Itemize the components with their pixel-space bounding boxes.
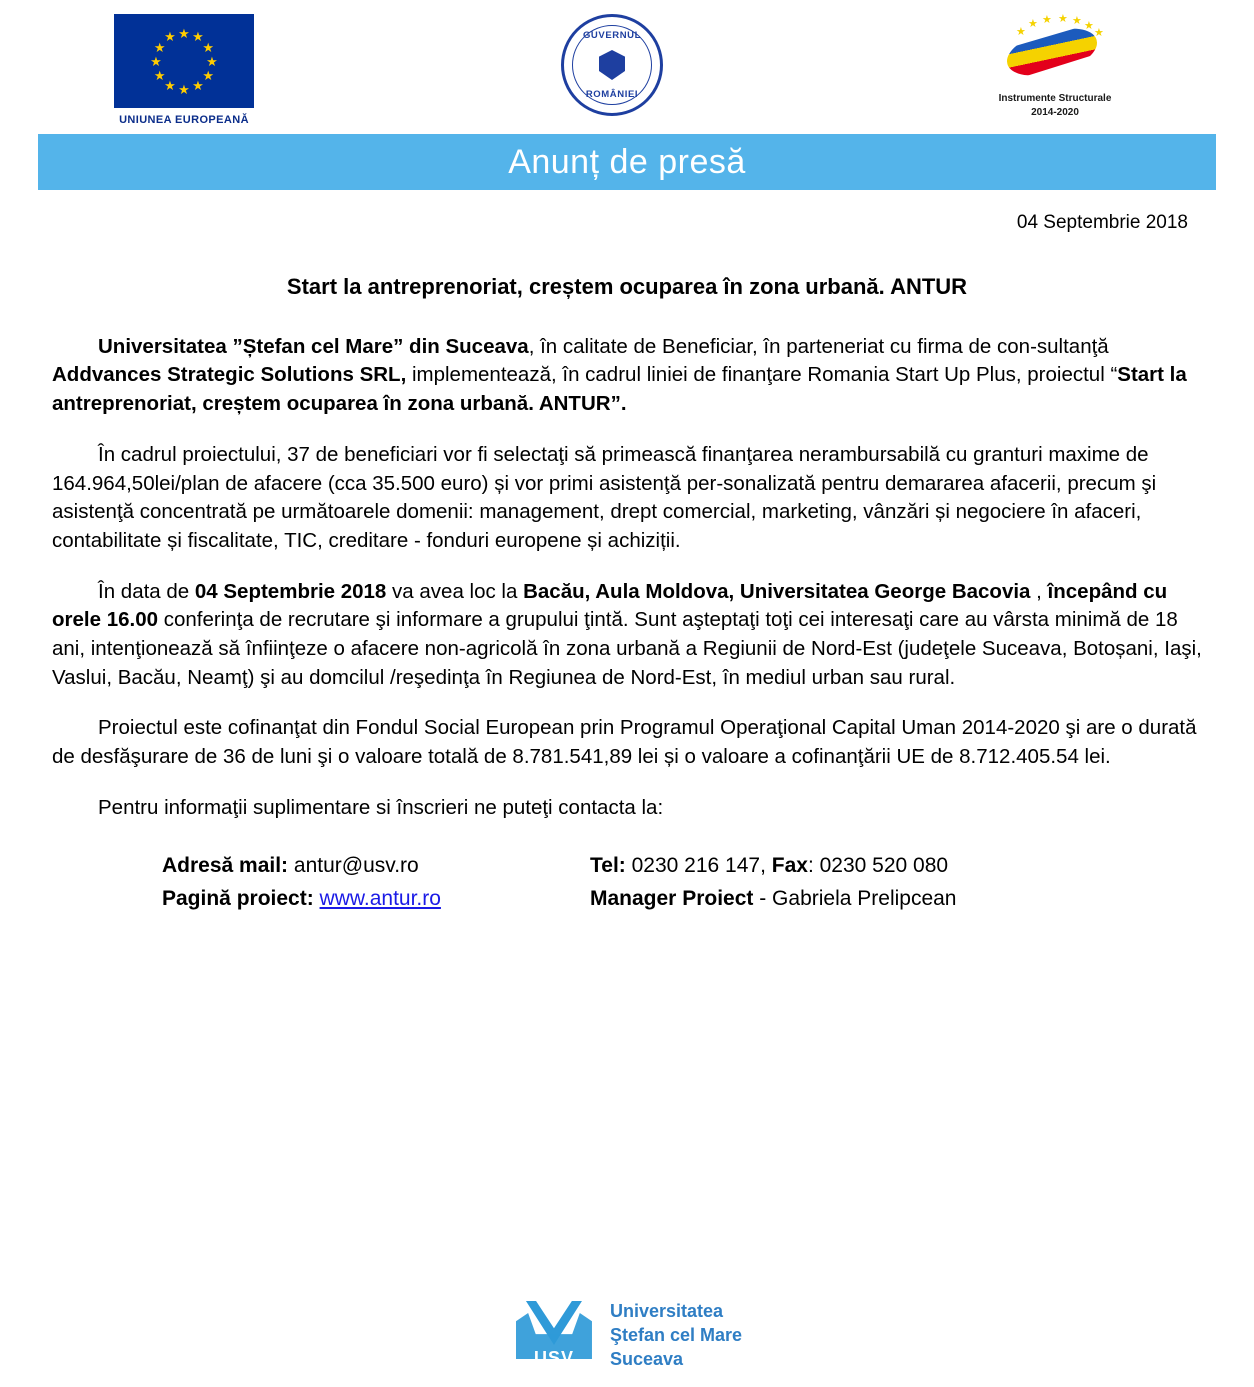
contact-manager-value: - Gabriela Prelipcean [753, 886, 957, 910]
event-date: 04 Septembrie 2018 [194, 579, 387, 603]
paragraph-contact-intro-text: Pentru informaţii suplimentare si înscrieri ne puteţi contacta la: [98, 795, 664, 819]
usv-university-name [610, 1300, 742, 1371]
contact-mail-value[interactable]: antur@usv.ro [293, 854, 419, 878]
banner [38, 134, 1216, 190]
project-website-link[interactable]: www.antur.ro [319, 886, 441, 910]
paragraph-funding [52, 441, 1202, 556]
contact-manager-label: Manager Proiect [590, 886, 754, 910]
contact-manager-row [590, 883, 1202, 916]
banner-title: Anunț de presă [508, 142, 746, 181]
page-title: Start la antreprenoriat, creștem ocuparea în zona urbană. ANTUR [286, 274, 968, 299]
paragraph-intro-text2: implementează, în cadrul liniei de finanţare Romania Start Up Plus, proiectul “ [406, 363, 1118, 387]
paragraph-event [52, 578, 1202, 693]
eu-star-icon: ★ [206, 53, 218, 69]
contact-fax-value: : 0230 520 080 [807, 854, 949, 878]
paragraph-funding-text: În cadrul proiectului, 37 de beneficiari vor fi selectaţi să primească finanţarea nerambursabilă cu granturi maxime de 164.964,50lei/plan de afacere (cca 35.500 euro) și vor primi asistenţă per-sonalizată pentru demararea afacerii, precum şi asistenţă concentrată pe următoarele domenii: management, drept comercial, marketing, vânzări și negociere în afaceri, contabilitate și fiscalitate, TIC, creditare - fonduri europene și achiziții. [52, 442, 1157, 552]
structural-instruments-caption [999, 92, 1112, 119]
structural-instruments-logo [920, 14, 1190, 119]
contact-tel-label: Tel: [590, 854, 626, 878]
eu-logo-caption: UNIUNEA EUROPEANĂ [119, 114, 249, 126]
eu-star-icon: ★ [153, 39, 166, 55]
event-location: Bacău, Aula Moldova, Universitatea George Bacovia [523, 579, 1031, 603]
contact-fax-label: Fax [771, 854, 808, 878]
structural-star-icon: ★ [1042, 14, 1052, 26]
paragraph-event-text4: conferinţa de recrutare şi informare a grupului ţintă. Sunt aşteptaţi toţi cei interesaţi care au vârsta minimă de 18 ani, intenţionează să înfiinţeze o afacere non-agricolă în zona urbană a Regiunii de Nord-Est (judeţele Suceava, Botoșani, Iaşi, Vaslui, Bacău, Neamţ) şi au domcilul /reşedinţa în Regiunea de Nord-Est, în mediul urban sau rural. [52, 608, 1202, 689]
paragraph-cofinancing [52, 714, 1202, 771]
gov-emblem-icon [599, 50, 625, 80]
structural-star-icon: ★ [1028, 18, 1038, 30]
eu-star-icon: ★ [178, 25, 190, 41]
paragraph-intro [52, 333, 1202, 419]
event-time: începând cu orele 16.00 [52, 579, 1168, 632]
contact-column-right [572, 850, 1202, 915]
structural-caption-line2: 2014-2020 [1031, 106, 1079, 118]
eu-star-icon: ★ [150, 53, 162, 69]
contact-phone-row [590, 850, 1202, 883]
structural-star-icon: ★ [1094, 27, 1104, 39]
paragraph-contact-intro [52, 794, 1202, 823]
romania-government-seal-icon [561, 14, 663, 116]
contact-mail-label: Adresă mail: [162, 854, 289, 878]
structural-caption-line1: Instrumente Structurale [998, 93, 1112, 104]
usv-name-line1: Universitatea [609, 1301, 724, 1322]
structural-star-icon: ★ [1016, 26, 1026, 38]
eu-star-icon: ★ [202, 39, 215, 55]
usv-name-line2: Ştefan cel Mare [609, 1325, 743, 1346]
usv-name-line3: Suceava [609, 1348, 684, 1369]
paragraph-cofinancing-text: Proiectul este cofinanţat din Fondul Social European prin Programul Operaţional Capital Uman 2014-2020 şi are o durată de desfăşurare de 36 de luni şi o valoare totală de 8.781.541,89 lei și o valoare a cofinanţării UE de 8.712.405.54 lei. [52, 716, 1197, 769]
paragraph-intro-text1: , în calitate de Beneficiar, în parteneriat cu firma de con-sultanţă [528, 334, 1109, 358]
partner-name: Addvances Strategic Solutions SRL, [52, 363, 407, 387]
usv-logo-icon [512, 1299, 596, 1373]
paragraph-event-text1: În data de [98, 579, 195, 603]
gov-seal-bottom-text: ROMÂNIEI [585, 89, 639, 100]
structural-star-icon: ★ [1058, 13, 1068, 25]
contact-mail-row [162, 850, 572, 883]
document-body [24, 272, 1230, 822]
eu-flag-icon [114, 14, 254, 108]
eu-star-icon: ★ [192, 29, 204, 45]
eu-star-icon: ★ [153, 67, 166, 83]
contact-tel-value: 0230 216 147, [631, 854, 766, 878]
eu-logo [64, 14, 304, 126]
document-date: 04 Septembrie 2018 [1016, 212, 1188, 233]
contact-column-left [52, 850, 572, 915]
gov-seal-top-text: GUVERNUL [582, 30, 642, 41]
project-name: Start la antreprenoriat, creștem ocuparea în zona urbană. ANTUR”. [52, 363, 1187, 416]
footer [0, 1299, 1254, 1373]
contact-page-row [162, 883, 572, 916]
contact-page-label: Pagină proiect: [162, 886, 314, 910]
contact-block [24, 844, 1230, 915]
eu-star-icon: ★ [178, 81, 190, 97]
paragraph-event-text3: , [1030, 579, 1048, 603]
paragraph-event-text2: va avea loc la [386, 579, 524, 603]
structural-instruments-icon [996, 14, 1114, 88]
structural-star-icon: ★ [1084, 20, 1094, 32]
structural-star-icon: ★ [1072, 15, 1082, 27]
logo-row [24, 0, 1230, 128]
beneficiary-name: Universitatea ”Ștefan cel Mare” din Suceava [98, 334, 529, 358]
usv-logo-word: USV [533, 1348, 574, 1368]
eu-star-icon: ★ [202, 67, 215, 83]
eu-star-icon: ★ [164, 77, 176, 93]
eu-star-icon: ★ [192, 77, 204, 93]
eu-star-icon: ★ [164, 29, 176, 45]
government-logo [462, 14, 762, 116]
